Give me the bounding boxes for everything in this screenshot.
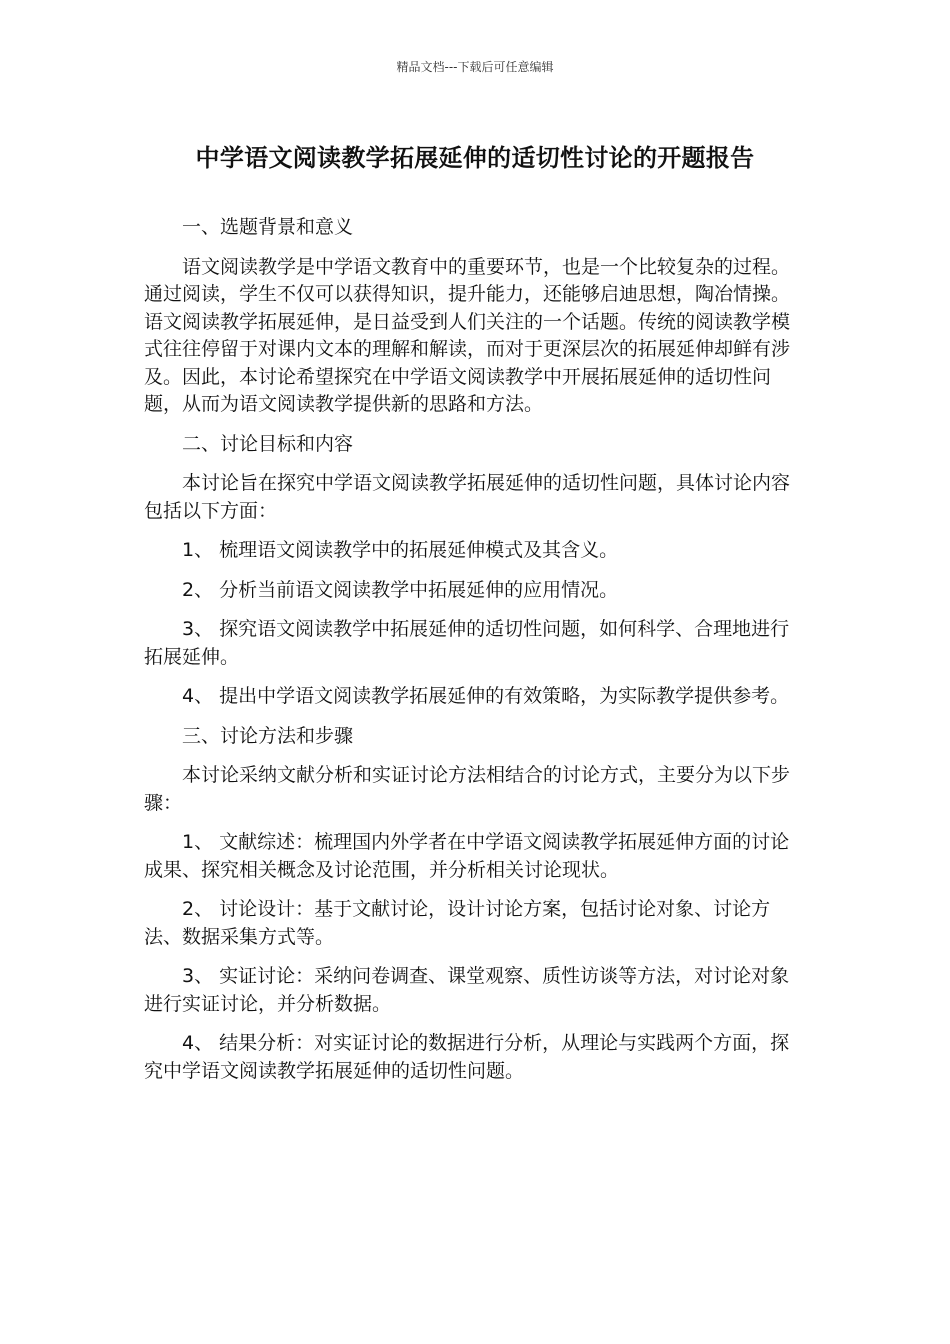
paragraph: 本讨论旨在探究中学语文阅读教学拓展延伸的适切性问题，具体讨论内容包括以下方面： — [144, 472, 791, 522]
list-item: 2、 分析当前语文阅读教学中拓展延伸的应用情况。 — [182, 578, 619, 601]
list-item: 4、 提出中学语文阅读教学拓展延伸的有效策略，为实际教学提供参考。 — [182, 685, 790, 707]
list-item: 1、 文献综述：梳理国内外学者在中学语文阅读教学拓展延伸方面的讨论成果、探究相关概念及讨论范围，并分析相关讨论现状。 — [144, 831, 790, 881]
header-note: 精品文档---下载后可任意编辑 — [396, 60, 554, 74]
paragraph: 本讨论采纳文献分析和实证讨论方法相结合的讨论方式，主要分为以下步骤： — [144, 764, 791, 814]
list-item: 3、 实证讨论：采纳问卷调查、课堂观察、质性访谈等方法，对讨论对象进行实证讨论，并分析数据。 — [144, 965, 790, 1015]
list-item: 2、 讨论设计：基于文献讨论，设计讨论方案，包括讨论对象、讨论方法、数据采集方式等。 — [144, 898, 771, 948]
section-heading: 二、讨论目标和内容 — [182, 432, 354, 455]
document-title: 中学语文阅读教学拓展延伸的适切性讨论的开题报告 — [195, 144, 755, 172]
document-body — [144, 214, 796, 1097]
list-item: 1、 梳理语文阅读教学中的拓展延伸模式及其含义。 — [182, 539, 619, 561]
section-heading: 三、讨论方法和步骤 — [182, 724, 354, 747]
section-heading: 一、选题背景和意义 — [182, 216, 354, 238]
paragraph: 语文阅读教学是中学语文教育中的重要环节，也是一个比较复杂的过程。通过阅读，学生不仅可以获得知识，提升能力，还能够启迪思想，陶冶情操。语文阅读教学拓展延伸，是日益受到人们关注的一个话题。传统的阅读教学模式往往停留于对课内文本的理解和解读，而对于更深层次的拓展延伸却鲜有涉及。因此，本讨论希望探究在中学语文阅读教学中开展拓展延伸的适切性问题，从而为语文阅读教学提供新的思路和方法。 — [144, 255, 791, 415]
list-item: 4、 结果分析：对实证讨论的数据进行分析，从理论与实践两个方面，探究中学语文阅读教学拓展延伸的适切性问题。 — [144, 1032, 790, 1082]
list-item: 3、 探究语文阅读教学中拓展延伸的适切性问题，如何科学、合理地进行拓展延伸。 — [144, 618, 790, 668]
